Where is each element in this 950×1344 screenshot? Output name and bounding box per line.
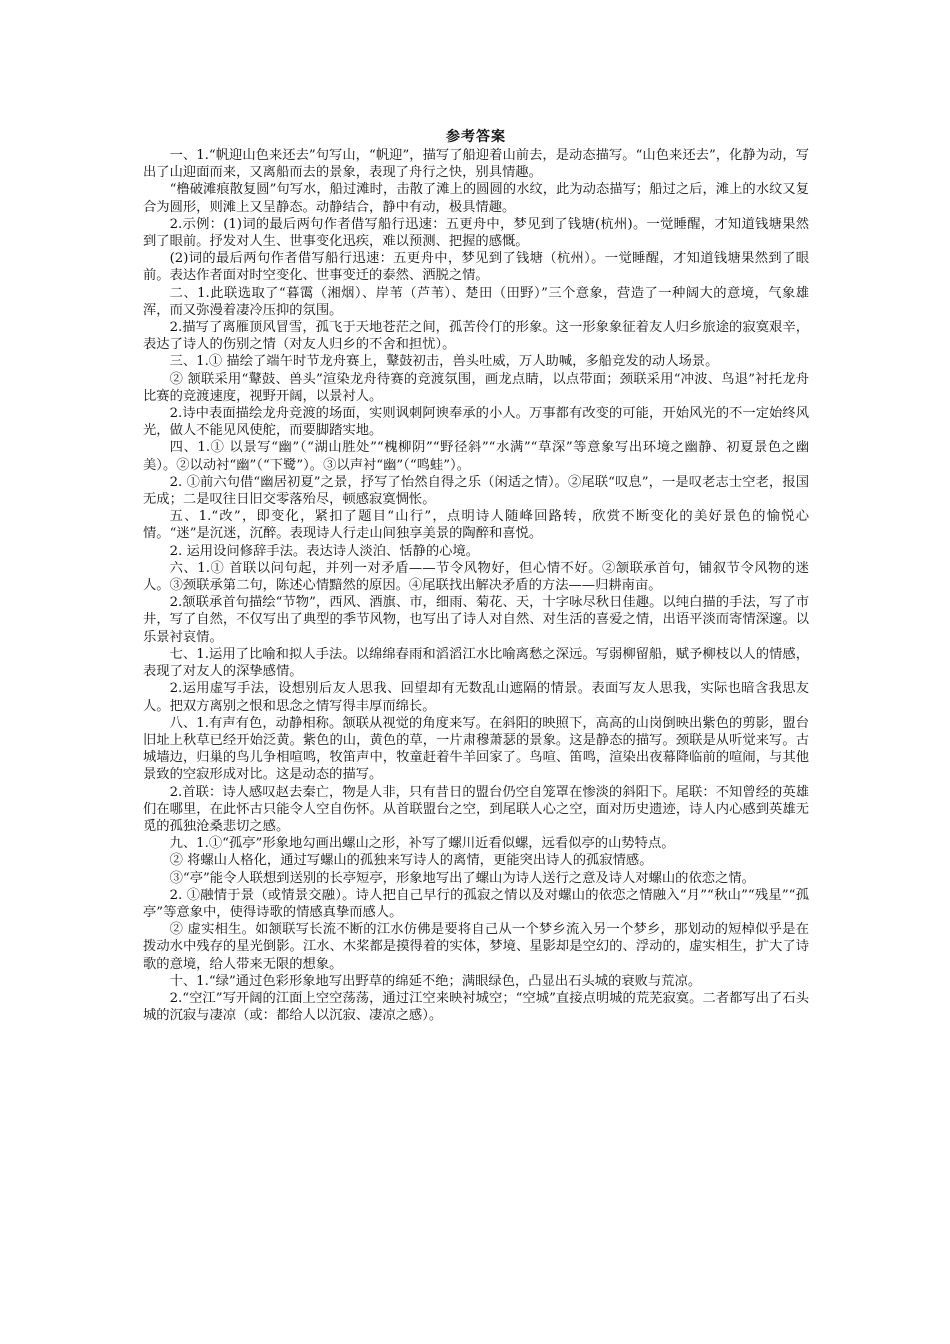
paragraph: 十、1.“绿”通过色彩形象地写出野草的绵延不绝；满眼绿色，凸显出石头城的衰败与荒凉。 [169,973,702,989]
answer-document [143,128,809,1024]
paragraph: ② 将螺山人格化，通过写螺山的孤独来写诗人的离情，更能突出诗人的孤寂情感。 [169,853,653,869]
paragraph: 二、1.此联选取了“暮霭（湘烟）、岸苇（芦苇）、楚田（田野）”三个意象，营造了一种阔大的意境，气象雄浑，而又弥漫着凄冷压抑的氛围。 [143,285,809,318]
paragraph: 2.运用虚写手法，设想别后友人思我、回望却有无数乱山遮隔的情景。表面写友人思我，实际也暗含我思友人。把双方离别之恨和思念之情写得丰厚而绵长。 [143,681,809,714]
paragraph: 2. 运用设问修辞手法。表达诗人淡泊、恬静的心境。 [169,543,480,559]
paragraph: 2. ①前六句借“幽居初夏”之景，抒写了怡然自得之乐（闲适之情）。②尾联“叹息”，一是叹老志士空老，报国无成；二是叹往日旧交零落殆尽，顿感寂寞惆怅。 [143,474,809,508]
paragraph: 五、1.“改”，即变化，紧扣了题目“山行”，点明诗人随峰回路转，欣赏不断变化的美好景色的愉悦心情。“迷”是沉迷，沉醉。表现诗人行走山间独享美景的陶醉和喜悦。 [143,509,809,542]
paragraph: “橹破滩痕散复圆”句写水，船过滩时，击散了滩上的圆圆的水纹，此为动态描写；船过之后，滩上的水纹又复合为圆形，则滩上又呈静态。动静结合，静中有动，极具情趣。 [143,182,809,215]
paragraph: 九、1.①“孤亭”形象地勾画出螺山之形，补写了螺川近看似螺，远看似亭的山势特点。 [169,836,675,852]
paragraph: 2.示例：(1)词的最后两句作者借写船行迅速：五更舟中，梦见到了钱塘(杭州)。一觉睡醒，才知道钱塘果然到了眼前。抒发对人生、世事变化迅疾，难以预测、把握的感慨。 [143,216,809,250]
paragraph: ③“亭”能令人联想到送别的长亭短亭，形象地写出了螺山为诗人送行之意及诗人对螺山的依恋之情。 [169,870,755,886]
paragraph: 六、1.① 首联以问句起，并列一对矛盾——节令风物好，但心情不好。②颔联承首句，铺叙节令风物的迷人。③颈联承第二句，陈述心情黯然的原因。④尾联找出解决矛盾的方法——归耕南亩。 [143,560,809,594]
paragraph: 八、1.有声有色，动静相称。颔联从视觉的角度来写。在斜阳的映照下，高高的山岗倒映出紫色的剪影，盟台旧址上秋草已经开始泛黄。紫色的山，黄色的草，一片肃穆萧瑟的景象。这是静态的描写。颈联是从听觉来写。古城墙边，归巢的鸟儿争相喧鸣，牧笛声中，牧童赶着牛羊回家了。鸟喧、笛鸣，渲染出夜幕降临前的喧闹，与其他景致的空寂形成对比。这是动态的描写。 [143,715,809,783]
paragraph: 七、1.运用了比喻和拟人手法。以绵绵春雨和滔滔江水比喻离愁之深远。写弱柳留船，赋予柳枝以人的情感，表现了对友人的深挚感情。 [143,646,809,680]
paragraph: 2.描写了离雁顶风冒雪，孤飞于天地苍茫之间，孤苦伶仃的形象。这一形象象征着友人归乡旅途的寂寞艰辛，表达了诗人的伤别之情（对友人归乡的不舍和担忧）。 [143,320,809,353]
paragraph: (2)词的最后两句作者借写船行迅速：五更舟中，梦见到了钱塘（杭州）。一觉睡醒，才知道钱塘果然到了眼前。表达作者面对时空变化、世事变迁的泰然、洒脱之情。 [143,251,809,284]
paragraph: 2.“空江”写开阔的江面上空空荡荡，通过江空来映衬城空；“空城”直接点明城的荒芜寂寞。二者都写出了石头城的沉寂与凄凉（或：都给人以沉寂、凄凉之感）。 [143,990,809,1024]
paragraph: 三、1.① 描绘了端午时节龙舟赛上，鼙鼓初击，兽头吐威，万人助喊，多船竞发的动人场景。 [169,354,719,370]
document-title: 参考答案 [446,129,506,145]
paragraph: ② 颔联采用“鼙鼓、兽头”渲染龙舟待赛的竞渡氛围，画龙点睛，以点带面；颈联采用“冲波、鸟退”衬托龙舟比赛的竞渡速度，视野开阔，以景衬人。 [143,371,809,404]
paragraph: 一、1.“帆迎山色来还去”句写山，“帆迎”，描写了船迎着山前去，是动态描写。“山色来还去”，化静为动，写出了山迎面而来，又离船而去的景象，表现了舟行之快，别具情趣。 [143,148,809,181]
paragraph: ② 虚实相生。如颔联写长流不断的江水仿佛是要将自己从一个梦乡流入另一个梦乡，那划动的短棹似乎是在拨动水中残存的星光倒影。江水、木桨都是摸得着的实体，梦境、星影却是空幻的、浮动的，虚实相生，扩大了诗歌的意境，给人带来无限的想象。 [143,922,809,972]
paragraph: 四、1.① 以景写“幽”（“湖山胜处”“槐柳阴”“野径斜”“水满”“草深”等意象写出环境之幽静、初夏景色之幽美）。②以动衬“幽”（“下鹭”）。③以声衬“幽”（“鸣蛙”）。 [143,440,809,473]
paragraph: 2.首联：诗人感叹赵去秦亡，物是人非，只有昔日的盟台仍空自笼罩在惨淡的斜阳下。尾联：不知曾经的英雄们在哪里，在此怀古只能令人空自伤怀。从首联盟台之空，到尾联人心之空，面对历史遗迹，诗人内心感到英雄无觅的孤独沧桑悲切之感。 [143,784,809,834]
paragraph: 2. ①融情于景（或情景交融）。诗人把自己早行的孤寂之情以及对螺山的依恋之情融入“月”“秋山”“残星”“孤亭”等意象中，使得诗歌的情感真挚而感人。 [143,887,809,920]
paragraph: 2.颔联承首句描绘“节物”，西风、酒旗、市，细雨、菊花、天，十字咏尽秋日佳趣。以纯白描的手法，写了市井，写了自然，不仅写出了典型的季节风物，也写出了诗人对自然、对生活的喜爱之情，出语平淡而寄情深邃。以乐景衬哀情。 [143,595,809,645]
paragraph: 2.诗中表面描绘龙舟竞渡的场面，实则讽刺阿谀奉承的小人。万事都有改变的可能，开始风光的不一定始终风光，做人不能见风使舵，而要脚踏实地。 [143,406,809,439]
